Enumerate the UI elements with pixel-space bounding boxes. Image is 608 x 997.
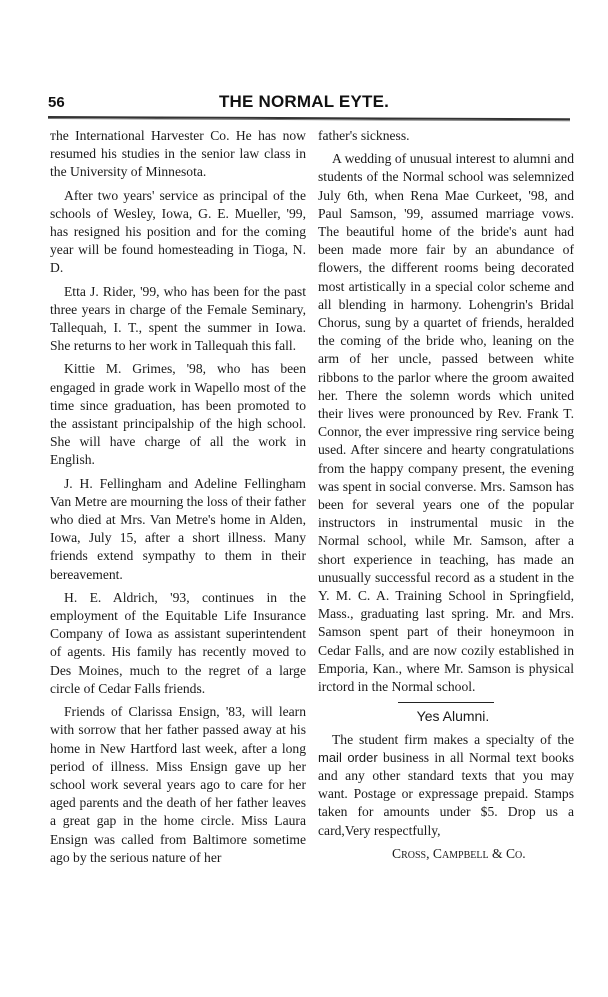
right-column xyxy=(318,127,574,868)
ad-closing: Very respectfully, xyxy=(344,822,441,838)
paragraph-rider: Etta J. Rider, '99, who has been for the past three years in charge of the Female Seminary, Tallequah, I. T., spent the summer in Iowa. She returns to her work in Tallequah this fall. xyxy=(50,283,306,354)
page-number: 56 xyxy=(48,94,65,111)
ad-title: Yes Alumni. xyxy=(416,708,490,725)
paragraph-aldrich: H. E. Aldrich, '93, continues in the employment of the Equitable Life Insurance Company of Iowa as assistant superintendent of agents. His family has recently moved to Des Moines, much to the regret of a large circle of Cedar Falls friends. xyxy=(50,589,306,696)
ad-body xyxy=(318,731,574,840)
paragraph-fellingham: J. H. Fellingham and Adeline Fellingham Van Metre are mourning the loss of their father who died at Mrs. Van Metre's home in Alden, Iowa, July 15, after a short illness. Many friends extend sympathy to them in their bereavement. xyxy=(50,475,306,582)
paragraph-mueller: After two years' service as principal of the schools of Wesley, Iowa, G. E. Mueller, '99, has resigned his position and for the coming year will be found homesteading in Tioga, N. D. xyxy=(50,187,306,276)
header-rule xyxy=(48,116,570,121)
ad-body-emphasis: mail order xyxy=(318,749,378,765)
ad-separator-rule xyxy=(398,702,494,703)
paragraph-grimes: Kittie M. Grimes, '98, who has been engaged in grade work in Wapello most of the time since graduation, has been promoted to the assistant principalship of the high school. She will have charge of all the work in English. xyxy=(50,361,306,468)
left-column xyxy=(50,127,306,872)
masthead-title: THE NORMAL EYTE. xyxy=(218,92,390,111)
paragraph-ensign: Friends of Clarissa Ensign, '83, will learn with sorrow that her father passed away at his home in New Hartford last week, after a long period of illness. Miss Ensign gave up her school work several years ago to care for her aged parents and the death of her father leaves a great gap in the home circle. Miss Laura Ensign was called from Baltimore sometime ago by the serious nature of her xyxy=(50,704,306,865)
ad-body-start: The student firm makes a specialty of the xyxy=(332,731,574,747)
ad-body-end: business in all Normal text books and any other standard texts that you may want. Postage or expressage prepaid. Stamps taken for amounts under $5. Drop us a card, xyxy=(318,749,575,838)
ad-signoff xyxy=(318,845,574,863)
paragraph-wedding: A wedding of unusual interest to alumni and students of the Normal school was selemnized July 6th, when Rena Mae Curkeet, '98, and Paul Samson, '99, assumed marriage vows. The beautiful home of the bride's aunt had been made more fair by an abundance of flowers, the different rooms being decorated most artistically in a special color scheme and all blending in harmony. Lohengrin's Bridal Chorus, sung by a quartet of friends, heralded the coming of the bride who, leaning on the arm of her uncle, passed between white ribbons to the parlor where the groom awaited her. There the solemn words which united their lives were pronounced by Rev. Frank T. Connor, the ever impressive ring service being used. After sincere and hearty congratulations from the happy company present, the evening was spent in social converse. Mrs. Samson has been for several years one of the popular instructors in instrumental music in the Normal school, while Mr. Samson, after a short experience in teaching, has made an unusually successful record as a student in the Y. M. C. A. Training School in Springfield, Mass., graduating last spring. Mr. and Mrs. Samson spent part of their honeymoon in Cedar Falls, and are now cozily established in Emporia, Kan., where Mr. Samson is physical irctord in the Normal school. xyxy=(318,151,574,695)
ad-firm-name: Cross, Campbell & Co. xyxy=(392,845,526,861)
paragraph-harvester: ᴛhe International Harvester Co. He has now resumed his studies in the senior law class in the University of Minnesota. xyxy=(50,128,306,180)
paragraph-continuation: father's sickness. xyxy=(318,128,410,143)
